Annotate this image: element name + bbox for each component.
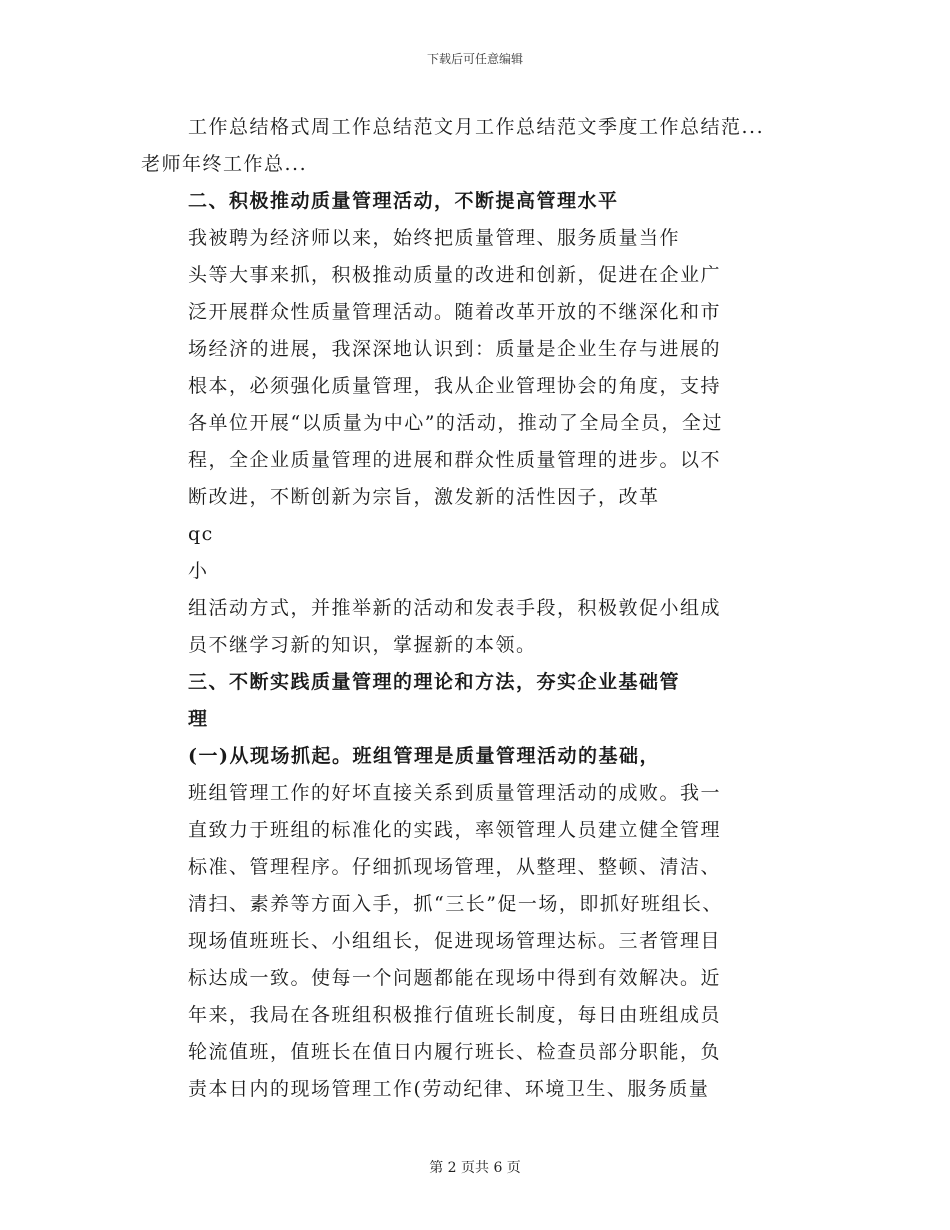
text-line: 年来，我局在各班组积极推行值班长制度，每日由班组成员 <box>188 1004 722 1026</box>
text-line: 清扫、素养等方面入手，抓“三长”促一场，即抓好班组长、 <box>188 893 723 915</box>
text-line: 标准、管理程序。仔细抓现场管理，从整理、整顿、清洁、 <box>188 856 722 878</box>
text-line: 我被聘为经济师以来，始终把质量管理、服务质量当作 <box>188 227 681 249</box>
text-line: 小 <box>188 560 209 582</box>
page-header: 下载后可任意编辑 <box>426 52 523 66</box>
text-line: 标达成一致。使每一个问题都能在现场中得到有效解决。近 <box>188 967 722 989</box>
text-line: 根本，必须强化质量管理，我从企业管理协会的角度，支持 <box>188 375 722 397</box>
text-line: 班组管理工作的好坏直接关系到质量管理活动的成败。我一 <box>188 782 722 804</box>
text-line: 现场值班班长、小组组长，促进现场管理达标。三者管理目 <box>188 930 722 952</box>
text-line: 直致力于班组的标准化的实践，率领管理人员建立健全管理 <box>188 819 722 841</box>
text-line: 泛开展群众性质量管理活动。随着改革开放的不继深化和市 <box>188 301 722 323</box>
section-heading-continued: 理 <box>188 708 209 730</box>
text-line: 头等大事来抓，积极推动质量的改进和创新，促进在企业广 <box>188 264 722 286</box>
text-line: 工作总结格式周工作总结范文月工作总结范文季度工作总结范... <box>188 116 765 138</box>
page-footer: 第 2 页共 6 页 <box>429 1160 521 1176</box>
text-line: 各单位开展“以质量为中心”的活动，推动了全局全员，全过 <box>188 412 723 434</box>
text-line: 责本日内的现场管理工作(劳动纪律、环境卫生、服务质量 <box>188 1078 710 1100</box>
text-line: 员不继学习新的知识，掌握新的本领。 <box>188 634 537 656</box>
section-heading: 三、不断实践质量管理的理论和方法，夯实企业基础管 <box>188 671 681 693</box>
text-line: 程，全企业质量管理的进展和群众性质量管理的进步。以不 <box>188 449 722 471</box>
subsection-heading: (一)从现场抓起。班组管理是质量管理活动的基础， <box>188 745 660 767</box>
text-line: qc <box>188 523 214 545</box>
text-line: 场经济的进展，我深深地认识到：质量是企业生存与进展的 <box>188 338 722 360</box>
text-line: 断改进，不断创新为宗旨，激发新的活性因子，改革 <box>188 486 660 508</box>
section-heading: 二、积极推动质量管理活动，不断提高管理水平 <box>188 190 619 212</box>
text-line: 轮流值班，值班长在值日内履行班长、检查员部分职能，负 <box>188 1041 722 1063</box>
text-line: 组活动方式，并推举新的活动和发表手段，积极敦促小组成 <box>188 597 722 619</box>
text-line: 老师年终工作总... <box>141 153 308 175</box>
